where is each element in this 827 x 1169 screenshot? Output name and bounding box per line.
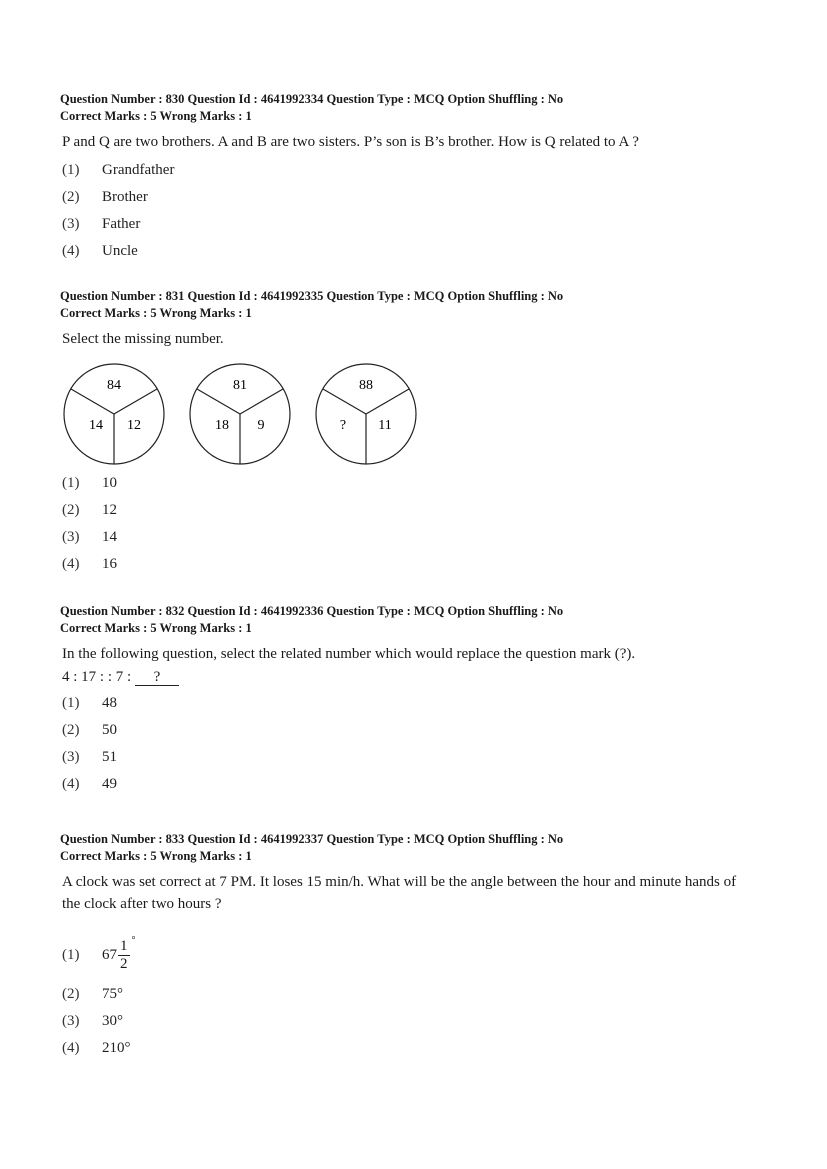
option-text: Father: [102, 216, 141, 232]
circle-2-left-number: 18: [215, 418, 229, 433]
option-item[interactable]: [62, 771, 760, 798]
circle-2-right-number: 9: [257, 418, 265, 433]
option-item[interactable]: [62, 981, 760, 1008]
option-number: (2): [62, 189, 80, 205]
option-text: Brother: [102, 189, 148, 205]
circle-1-right-number: 12: [127, 418, 141, 433]
option-number: (2): [62, 502, 80, 518]
number-circle-1: [64, 364, 164, 464]
option-number: (2): [62, 986, 80, 1002]
option-text: 75°: [102, 986, 123, 1002]
question-830: [60, 91, 760, 265]
numerator-value: 1: [120, 937, 128, 954]
ratio-expression: 4 : 17 : : 7 :: [62, 669, 132, 685]
question-833-marks: Correct Marks : 5 Wrong Marks : 1: [60, 849, 252, 863]
question-833-text: A clock was set correct at 7 PM. It loses 15 min/h. What will be the angle between the hour and minute hands of the clock after two hours ?: [62, 874, 737, 912]
option-text: 210°: [102, 1040, 131, 1056]
option-item[interactable]: [62, 184, 760, 211]
question-831-text: Select the missing number.: [62, 331, 224, 347]
question-831: [60, 288, 760, 350]
option-mixed-fraction: [102, 934, 136, 973]
option-number: (4): [62, 243, 80, 259]
option-item[interactable]: [62, 211, 760, 238]
option-number: (3): [62, 1013, 80, 1029]
question-832-text: In the following question, select the related number which would replace the question mark (?).: [62, 646, 636, 662]
question-830-marks: Correct Marks : 5 Wrong Marks : 1: [60, 109, 252, 123]
option-text: 48: [102, 695, 117, 711]
question-832: [60, 603, 760, 798]
option-item[interactable]: [62, 551, 760, 578]
number-circle-3: [316, 364, 416, 464]
option-item[interactable]: [62, 1008, 760, 1035]
degree-symbol: °: [131, 934, 136, 946]
option-text: 51: [102, 749, 117, 765]
option-item[interactable]: [62, 929, 760, 981]
question-831-marks: Correct Marks : 5 Wrong Marks : 1: [60, 306, 252, 320]
option-number: (1): [62, 475, 80, 491]
fraction-whole: 67: [102, 946, 117, 963]
question-831-options: [62, 470, 760, 578]
circle-3-left-number: ?: [339, 418, 347, 433]
question-830-text: P and Q are two brothers. A and B are two sisters. P’s son is B’s brother. How is Q related to A ?: [62, 134, 639, 150]
question-833: [60, 831, 760, 1062]
option-text: 30°: [102, 1013, 123, 1029]
question-833-options: [62, 929, 760, 1062]
option-text: Uncle: [102, 243, 138, 259]
fraction-denominator: 2: [120, 955, 128, 972]
circle-2-top-number: 81: [233, 378, 247, 393]
option-number: (1): [62, 162, 80, 178]
number-circle-2: [190, 364, 290, 464]
question-832-header: Question Number : 832 Question Id : 4641992336 Question Type : MCQ Option Shuffling : No: [60, 604, 564, 618]
option-item[interactable]: [62, 1035, 760, 1062]
option-number: (1): [62, 946, 80, 963]
option-item[interactable]: [62, 238, 760, 265]
number-circles-figure: [63, 362, 423, 467]
option-number: (1): [62, 695, 80, 711]
option-item[interactable]: [62, 690, 760, 717]
option-item[interactable]: [62, 157, 760, 184]
option-number: (4): [62, 1040, 80, 1056]
option-text: 16: [102, 556, 117, 572]
option-item[interactable]: [62, 744, 760, 771]
option-number: (2): [62, 722, 80, 738]
option-text: Grandfather: [102, 162, 175, 178]
option-number: (3): [62, 749, 80, 765]
option-number: (4): [62, 776, 80, 792]
option-number: (4): [62, 556, 80, 572]
question-832-options: [62, 690, 760, 798]
question-830-header: Question Number : 830 Question Id : 4641992334 Question Type : MCQ Option Shuffling : No: [60, 92, 564, 106]
question-832-ratio: [62, 669, 760, 686]
option-item[interactable]: [62, 717, 760, 744]
circle-1-left-number: 14: [89, 418, 103, 433]
option-item[interactable]: [62, 470, 760, 497]
option-text: 10: [102, 475, 117, 491]
option-number: (3): [62, 529, 80, 545]
question-830-options: [62, 157, 760, 265]
circle-3-right-number: 11: [378, 418, 392, 433]
option-item[interactable]: [62, 497, 760, 524]
option-text: 50: [102, 722, 117, 738]
circle-3-top-number: 88: [359, 378, 373, 393]
ratio-blank: ?: [135, 669, 179, 686]
option-text: 49: [102, 776, 117, 792]
question-831-header: Question Number : 831 Question Id : 4641992335 Question Type : MCQ Option Shuffling : No: [60, 289, 564, 303]
option-text: 14: [102, 529, 117, 545]
question-832-marks: Correct Marks : 5 Wrong Marks : 1: [60, 621, 252, 635]
option-text: 12: [102, 502, 117, 518]
option-item[interactable]: [62, 524, 760, 551]
fraction-numerator: [118, 934, 136, 956]
circle-1-top-number: 84: [107, 378, 121, 393]
question-833-header: Question Number : 833 Question Id : 4641992337 Question Type : MCQ Option Shuffling : No: [60, 832, 564, 846]
option-number: (3): [62, 216, 80, 232]
fraction-stack: [118, 934, 136, 973]
question-831-options-block: [60, 470, 760, 578]
